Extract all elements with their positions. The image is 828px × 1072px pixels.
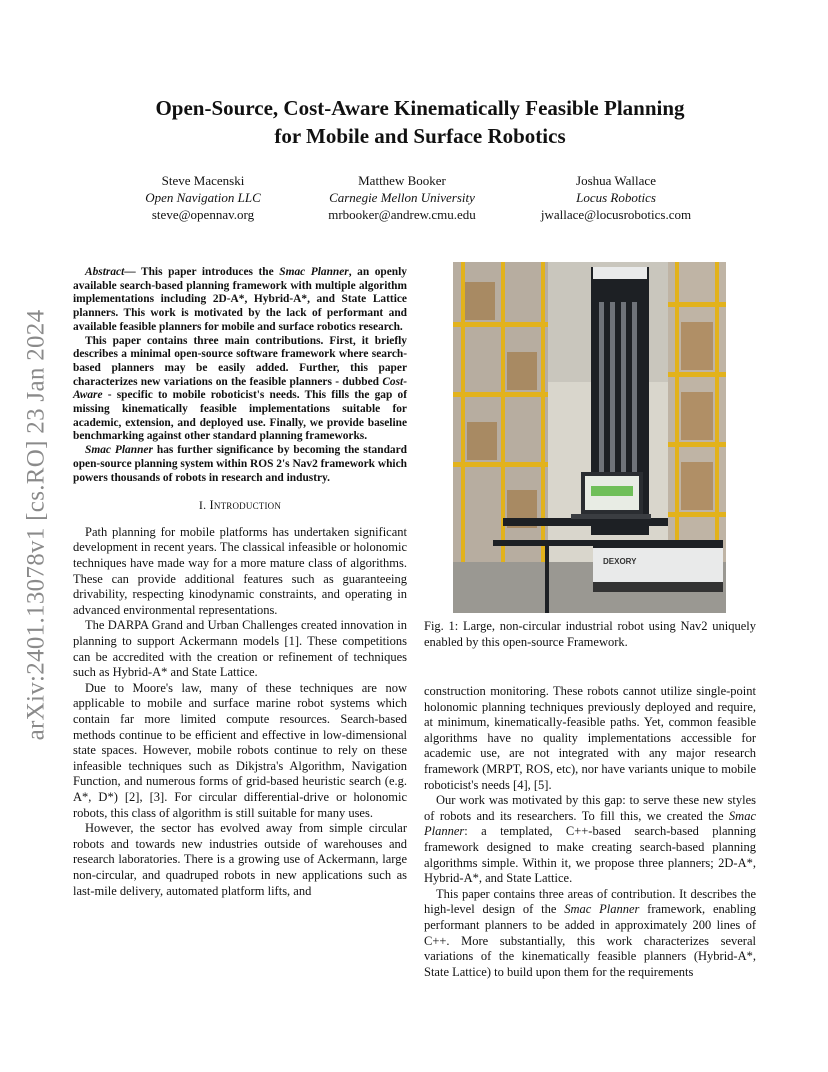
author-block-2 [282, 172, 522, 223]
intro-paragraph-2: The DARPA Grand and Urban Challenges created innovation in planning to support Ackermann models [1]. These competitions can be accredited with the creation or refinement of techniques such as Hybrid-A* and State Lattice. [73, 618, 407, 680]
abstract [73, 266, 407, 485]
intro-paragraph-1: Path planning for mobile platforms has undertaken significant development in recent years. The classical infeasible or holonomic techniques have made way for a more mature class of algorithms. These can provide additional features such as guaranteeing drivability, respecting kinodynamic constraints, and operating in advanced environmental representations. [73, 524, 407, 617]
intro-paragraph-4: However, the sector has evolved away from simple circular robots and towards new industries outside of warehouses and research laboratories. There is a growing use of Ackermann, large non-circular, and quadruped robots in new applications such as last-mile delivery, automated platform lifts, and [73, 821, 407, 898]
author-email[interactable]: steve@opennav.org [151, 207, 255, 222]
author-affiliation: Open Navigation LLC [145, 190, 261, 205]
author-affiliation: Carnegie Mellon University [329, 190, 475, 205]
author-email[interactable]: mrbooker@andrew.cmu.edu [328, 207, 476, 222]
abstract-paragraph-3: Smac Planner has further significance by becoming the standard open-source planning system within ROS 2's Nav2 framework which powers thousands of robots in research and industry. [73, 444, 407, 484]
author-email[interactable]: jwallace@locusrobotics.com [540, 207, 692, 222]
paper-title [80, 94, 760, 150]
right-column [424, 684, 756, 980]
author-name: Steve Macenski [161, 173, 245, 188]
left-column [73, 266, 407, 899]
intro-paragraph-3: Due to Moore's law, many of these techniques are now applicable to mobile and surface marine robot systems which contain far more limited compute resources. Search-based methods continue to be efficient and effective in low-dimensional state spaces. However, mobile robots continue to rely on these infeasible techniques such as Dikjstra's Algorithm, Navigation Function, and numerous forms of grid-based heuristic search (e.g. A*, D*) [2], [3]. For circular differential-drive or holonomic robots, this class of algorithm is still suitable for many uses. [73, 680, 407, 820]
right-paragraph-2: Our work was motivated by this gap: to serve these new styles of robots and its researchers. To fill this, we created the Smac Planner: a templated, C++-based search-based planning framework designed to make creating search-based planning algorithms simple. Within it, we propose three planners; 2D-A*, Hybrid-A*, and State Lattice. [424, 793, 756, 886]
arxiv-identifier [18, 290, 54, 760]
author-block-3 [496, 172, 736, 223]
right-paragraph-1: construction monitoring. These robots cannot utilize single-point holonomic planning techniques previously deployed and require, at minimum, kinematically-feasible paths. Yet, common feasible algorithms have no quality implementations accessible for academic use, are not integrated with any major research framework (MRPT, ROS, etc), nor have variants unique to mobile roboticist's needs [4], [5]. [424, 684, 756, 792]
title-line-1: Open-Source, Cost-Aware Kinematically Feasible Planning [155, 96, 685, 120]
author-name: Matthew Booker [358, 173, 446, 188]
abstract-label: Abstract [85, 266, 125, 278]
title-line-2: for Mobile and Surface Robotics [274, 124, 566, 148]
section-numeral: I. [198, 498, 210, 513]
author-affiliation: Locus Robotics [576, 190, 656, 205]
section-title: Introduction [209, 498, 282, 513]
abstract-paragraph-1: Abstract— This paper introduces the Smac Planner, an openly available search-based planning framework with multiple algorithm implementations including 2D-A*, Hybrid-A*, and State Lattice planners. This work is motivated by the lack of performant and available feasible planners for mobile and surface robotics research. [73, 266, 407, 333]
abstract-paragraph-2: This paper contains three main contributions. First, it briefly describes a minimal open-source software framework where search-based planners may be easily added. Further, this paper characterizes new variations on the feasible planners - dubbed Cost-Aware - specific to mobile roboticist's needs. This fills the gap of missing kinematically feasible implementations suitable for academic, extension, and deployed use. Finally, we provide baseline benchmarking against other standard planning frameworks. [73, 334, 407, 443]
right-paragraph-3: This paper contains three areas of contribution. It describes the high-level design of the Smac Planner framework, enabling performant planners to be added in approximately 200 lines of C++. More substantially, this work characterizes several variations of the kinematically feasible planners (Hybrid-A*, State Lattice) to build upon them for the requirements [424, 886, 756, 979]
figure-1-robot-photo [453, 262, 726, 613]
section-heading-introduction [73, 498, 407, 514]
author-name: Joshua Wallace [576, 173, 656, 188]
arxiv-id-text: arXiv:2401.13078v1 [cs.RO] 23 Jan 2024 [22, 309, 50, 741]
robot-brand-label: DEXORY [603, 557, 637, 566]
robot-warehouse-illustration [453, 262, 726, 613]
figure-1-caption: Fig. 1: Large, non-circular industrial robot using Nav2 uniquely enabled by this open-source Framework. [424, 619, 756, 649]
